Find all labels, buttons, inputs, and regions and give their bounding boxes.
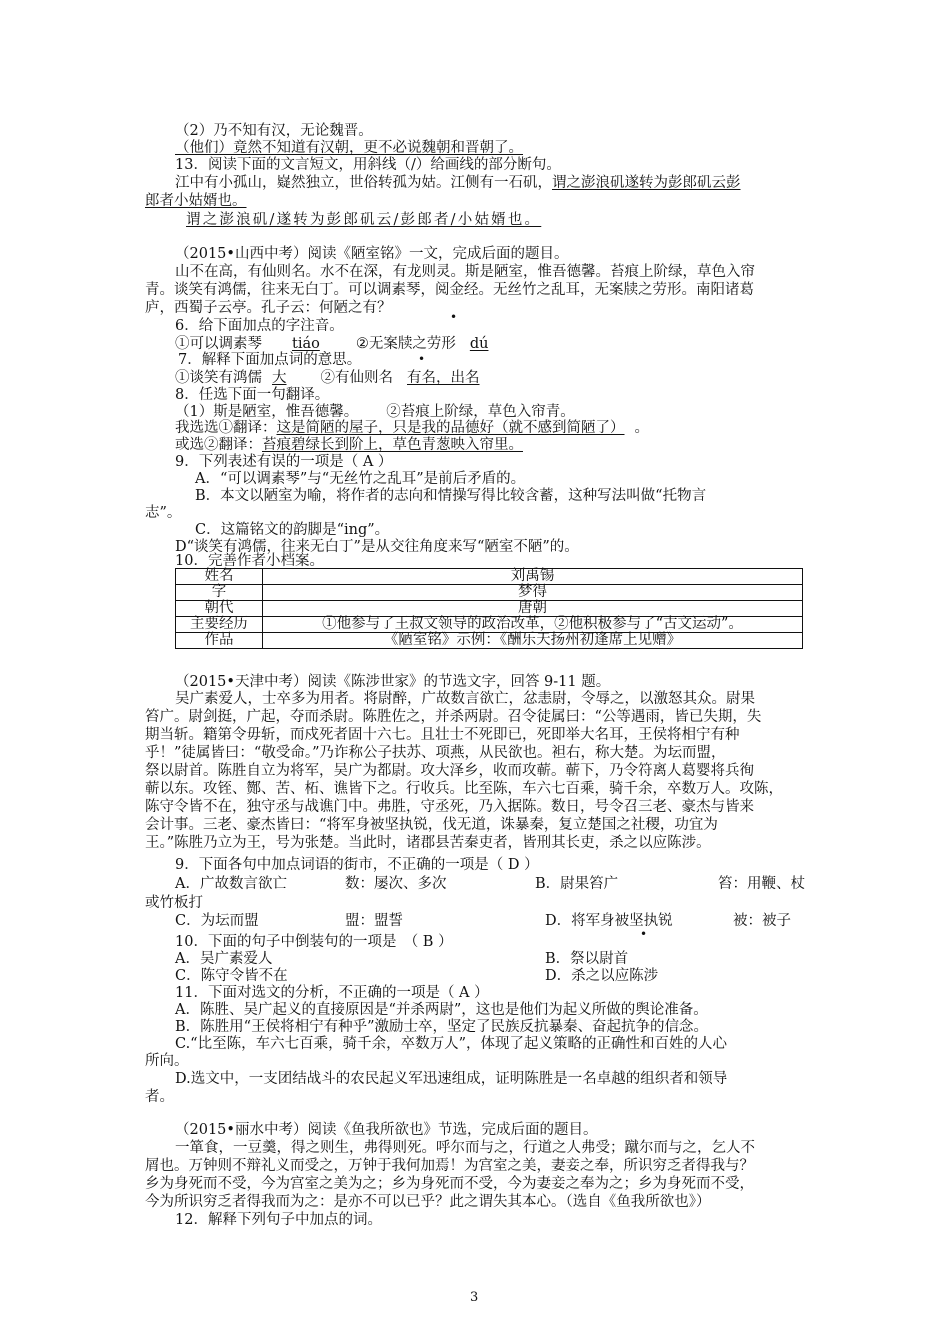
answer-text: 大 bbox=[272, 370, 287, 386]
answer-text: 有名，出名 bbox=[407, 370, 480, 386]
table-value: 梦得 bbox=[263, 585, 803, 601]
question-9: 9．下列表述有误的一项是（ A ） bbox=[175, 454, 393, 470]
table-row bbox=[176, 601, 803, 617]
question-9: 9．下面各句中加点词语的街市，不正确的一项是（ D ） bbox=[175, 857, 539, 873]
question-6-items bbox=[175, 336, 488, 353]
question-7-items bbox=[175, 370, 480, 387]
option-d-cont: 者。 bbox=[145, 1089, 174, 1105]
table-row bbox=[176, 569, 803, 585]
question-12: 12．解释下列句子中加点的词。 bbox=[175, 1212, 382, 1228]
table-key: 朝代 bbox=[176, 601, 263, 617]
passage-line: 庐，西蜀子云亭。孔子云：何陋之有？ bbox=[145, 300, 392, 316]
item-text: ①可以调素琴 bbox=[175, 336, 262, 352]
option-b: B．本文以陋室为喻，将作者的志向和情操写得比较含蓄，这种写法叫做“托物言 bbox=[195, 488, 707, 504]
option-b: B．祭以尉首 bbox=[545, 951, 629, 967]
option-c: C．陈守令皆不在 bbox=[175, 968, 288, 984]
question-11: 11．下面对选文的分析，不正确的一项是（ A ） bbox=[175, 985, 489, 1001]
table-value: 唐朝 bbox=[263, 601, 803, 617]
table-key: 字 bbox=[176, 585, 263, 601]
option-b: B．陈胜用“王侯将相宁有种乎”激励士卒，坚定了民族反抗暴秦、奋起抗争的信念。 bbox=[175, 1019, 708, 1035]
option-a: A．广故数言欲亡 bbox=[175, 876, 287, 892]
table-value: ①他参与了王叔文领导的政治改革，②他积极参与了“古文运动”。 bbox=[263, 617, 803, 633]
author-profile-table bbox=[175, 568, 803, 649]
answer-text: 这是简陋的屋子，只是我的品德好（就不感到简陋了） bbox=[276, 420, 625, 436]
option-b-cont: 志”。 bbox=[145, 505, 182, 521]
passage-line: 祭以尉首。陈胜自立为将军，吴广为都尉。攻大泽乡，收而攻蕲。蕲下，乃令符离人葛婴将兵徇 bbox=[145, 763, 754, 779]
question-13: 13．阅读下面的文言短文，用斜线（/）给画线的部分断句。 bbox=[175, 157, 561, 173]
passage-line bbox=[175, 175, 741, 192]
option-d: D．杀之以应陈涉 bbox=[545, 968, 659, 984]
question-7: 7．解释下面加点词的意思。 bbox=[178, 352, 362, 368]
item-text: ②苔痕上阶绿，草色入帘青。 bbox=[386, 404, 575, 420]
answer-text: tiáo bbox=[292, 336, 320, 352]
passage-line: 期当斩。籍第令毋斩，而戍死者固十六七。且壮士不死即已，死即举大名耳，王侯将相宁有种 bbox=[145, 727, 740, 743]
option-c: C．为坛而盟 bbox=[175, 913, 259, 929]
table-value: 《陋室铭》示例：《酬乐天扬州初逢席上见赠》 bbox=[263, 633, 803, 649]
item-text: 我选选①翻译： bbox=[175, 420, 277, 436]
passage-line: 屑也。万钟则不辩礼义而受之，万钟于我何加焉！为宫室之美，妻妾之奉，所识穷乏者得我与？ bbox=[145, 1158, 754, 1174]
option-c: C．这篇铭文的韵脚是“ing”。 bbox=[195, 522, 390, 538]
item-text: 。 bbox=[634, 420, 649, 436]
passage-line: 一箪食，一豆羹，得之则生，弗得则死。呼尔而与之，行道之人弗受；蹴尔而与之，乞人不 bbox=[175, 1140, 755, 1156]
question-6: 6．给下面加点的字注音。 bbox=[175, 318, 344, 334]
passage-line: 乡为身死而不受，今为宫室之美为之；乡为身死而不受，今为妻妾之奉为之；乡为身死而不受， bbox=[145, 1176, 754, 1192]
item-text: 或选②翻译： bbox=[175, 437, 262, 453]
option-a: A．陈胜、吴广起义的直接原因是“并杀两尉”，这也是他们为起义所做的舆论准备。 bbox=[175, 1002, 708, 1018]
passage-line: 青。谈笑有鸿儒，往来无白丁。可以调素琴，阅金经。无丝竹之乱耳，无案牍之劳形。南阳诸葛 bbox=[145, 282, 754, 298]
question-10: 10．下面的句子中倒装句的一项是 （ B ） bbox=[175, 934, 453, 950]
section-intro: （2015•丽水中考）阅读《鱼我所欲也》节选，完成后面的题目。 bbox=[175, 1122, 598, 1138]
answer-text: 苔痕碧绿长到阶上，草色青葱映入帘里。 bbox=[262, 437, 523, 453]
option-c: C.“比至陈，车六七百乘，骑千余，卒数万人”，体现了起义策略的正确性和百姓的人心 bbox=[175, 1036, 728, 1052]
answer-line: （他们）竟然不知道有汉朝，更不必说魏朝和晋朝了。 bbox=[175, 140, 523, 156]
table-key: 主要经历 bbox=[176, 617, 263, 633]
item-text: ②无案牍之劳形 bbox=[355, 336, 456, 352]
gloss-b: 笞：用鞭、杖 bbox=[718, 876, 805, 892]
gloss-d: 被：被子 bbox=[733, 913, 791, 929]
question-8: 8．任选下面一句翻译。 bbox=[175, 387, 330, 403]
table-row bbox=[176, 617, 803, 633]
item-text: ①谈笑有鸿儒 bbox=[175, 370, 262, 386]
option-d: D．将军身被坚执锐 bbox=[545, 913, 673, 929]
answer-text: dú bbox=[469, 336, 489, 352]
table-key: 作品 bbox=[176, 633, 263, 649]
section-intro: （2015•山西中考）阅读《陋室铭》一文，完成后面的题目。 bbox=[175, 246, 569, 262]
item-text: ②有仙则名 bbox=[320, 370, 393, 386]
emphasis-dot: • bbox=[418, 352, 426, 366]
section-intro: （2015•天津中考）阅读《陈涉世家》的节选文字，回答 9-11 题。 bbox=[175, 674, 611, 690]
table-row bbox=[176, 585, 803, 601]
question-8-answer bbox=[175, 420, 649, 437]
passage-line: 会计事。三老、豪杰皆曰：“将军身被坚执锐，伐无道，诛暴秦，复立楚国之社稷，功宜为 bbox=[145, 817, 718, 833]
passage-line: 王。”陈胜乃立为王，号为张楚。当此时，诸郡县苦秦吏者，皆刑其长吏，杀之以应陈涉。 bbox=[145, 835, 711, 851]
table-key: 姓名 bbox=[176, 569, 263, 585]
option-d: D.选文中，一支团结战斗的农民起义军迅速组成，证明陈胜是一名卓越的组织者和领导 bbox=[175, 1071, 728, 1087]
question-8-options bbox=[175, 404, 575, 421]
question-10: 10．完善作者小档案。 bbox=[175, 553, 324, 569]
option-b: B．尉果笞广 bbox=[535, 876, 619, 892]
option-a: A．“可以调素琴”与“无丝竹之乱耳”是前后矛盾的。 bbox=[195, 471, 526, 487]
gloss-a: 数：屡次、多次 bbox=[345, 876, 447, 892]
passage-line: 山不在高，有仙则名。水不在深，有龙则灵。斯是陋室，惟吾德馨。苔痕上阶绿，草色入帘 bbox=[175, 264, 755, 280]
option-d: D“谈笑有鸿儒，往来无白丁”是从交往角度来写“陋室不陋”的。 bbox=[175, 539, 579, 555]
option-a: A．吴广素爱人 bbox=[175, 951, 273, 967]
passage-line: 乎！”徒属皆曰：“敬受命。”乃诈称公子扶苏、项燕，从民欲也。袒右，称大楚。为坛而盟， bbox=[145, 745, 726, 761]
gloss-c: 盟：盟誓 bbox=[345, 913, 403, 929]
text-line: （2）乃不知有汉，无论魏晋。 bbox=[175, 123, 373, 139]
passage-line: 吴广素爱人，士卒多为用者。将尉醉，广故数言欲亡，忿恚尉，令辱之，以激怒其众。尉果 bbox=[175, 691, 755, 707]
passage-line: 笞广。尉剑挺，广起，夺而杀尉。陈胜佐之，并杀两尉。召令徒属曰：“公等遇雨，皆已失期，失 bbox=[145, 709, 762, 725]
item-text: （1）斯是陋室，惟吾德馨。 bbox=[175, 404, 359, 420]
option-c-cont: 所向。 bbox=[145, 1053, 189, 1069]
passage-line: 陈守令皆不在，独守丞与战谯门中。弗胜，守丞死，乃入据陈。数日，号令召三老、豪杰与皆来 bbox=[145, 799, 754, 815]
passage-text: 江中有小孤山，嶷然独立，世俗转孤为姑。江侧有一石矶， bbox=[175, 175, 552, 191]
table-row bbox=[176, 633, 803, 649]
underlined-passage: 谓之澎浪矶遂转为彭郎矶云彭 bbox=[552, 175, 741, 191]
passage-line: 蕲以东。攻铚、酂、苦、柘、谯皆下之。行收兵。比至陈，车六七百乘，骑千余，卒数万人。攻陈， bbox=[145, 781, 783, 797]
answer-line: 谓之澎浪矶/遂转为彭郎矶云/彭郎者/小姑婿也。 bbox=[186, 212, 542, 228]
underlined-passage: 郎者小姑婿也。 bbox=[145, 193, 247, 209]
emphasis-dot: • bbox=[450, 310, 458, 324]
passage-line: 今为所识穷乏者得我而为之：是亦不可以已乎？此之谓失其本心。（选自《鱼我所欲也》） bbox=[145, 1194, 711, 1210]
question-8-answer bbox=[175, 437, 523, 454]
gloss-b-cont: 或竹板打 bbox=[145, 895, 203, 911]
page-number: 3 bbox=[470, 1290, 479, 1305]
emphasis-dot: • bbox=[640, 927, 648, 941]
table-value: 刘禹锡 bbox=[263, 569, 803, 585]
